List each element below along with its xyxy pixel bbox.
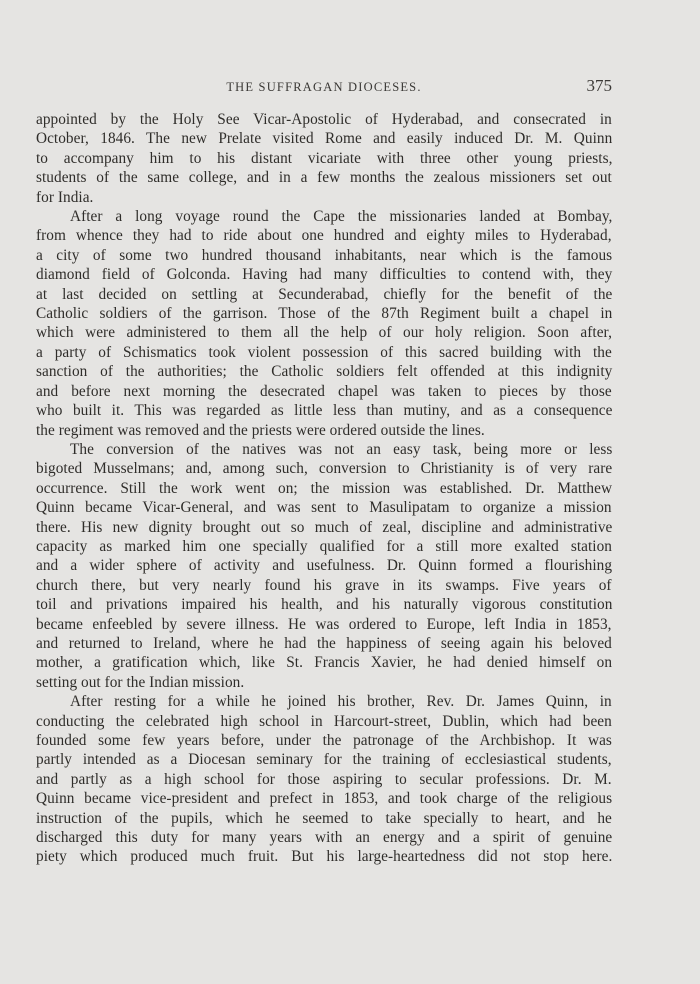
text-line: After resting for a while he joined his brother, Rev. Dr. James Quinn, in bbox=[70, 693, 612, 711]
page-number: 375 bbox=[586, 76, 612, 95]
text-line: for India. bbox=[36, 188, 94, 206]
text-line: and partly as a high school for those aspiring to secular professions. Dr. M. bbox=[36, 770, 612, 788]
text-line: Catholic soldiers of the garrison. Those of the 87th Regiment built a chapel in bbox=[36, 305, 613, 323]
body-text bbox=[36, 110, 612, 867]
text-line: Quinn became vice-president and prefect in 1853, and took charge of the religious bbox=[36, 790, 613, 808]
text-line: students of the same college, and in a few months the zealous missioners set out bbox=[36, 169, 612, 187]
text-line: and a wider sphere of activity and usefulness. Dr. Quinn formed a flourishing bbox=[36, 557, 613, 575]
text-line: at last decided on settling at Secunderabad, chiefly for the benefit of the bbox=[36, 285, 613, 303]
text-line: partly intended as a Diocesan seminary for the training of ecclesiastical students, bbox=[36, 751, 612, 769]
paragraph bbox=[36, 692, 612, 867]
text-line: to accompany him to his distant vicariate with three other young priests, bbox=[36, 149, 613, 167]
text-line: appointed by the Holy See Vicar-Apostolic of Hyderabad, and consecrated in bbox=[36, 111, 612, 128]
text-line: a city of some two hundred thousand inhabitants, near which is the famous bbox=[36, 246, 613, 264]
paragraph bbox=[36, 440, 612, 692]
text-line: and before next morning the desecrated chapel was taken to pieces by those bbox=[36, 382, 612, 400]
paragraph bbox=[36, 207, 612, 440]
text-line: there. His new dignity brought out so much of zeal, discipline and administrative bbox=[36, 518, 613, 536]
text-line: conducting the celebrated high school in Harcourt-street, Dublin, which had been bbox=[36, 712, 612, 730]
text-line: who built it. This was regarded as little less than mutiny, and as a consequence bbox=[36, 402, 613, 420]
text-line: toil and privations impaired his health, and his naturally vigorous constitution bbox=[36, 596, 613, 614]
text-line: diamond field of Golconda. Having had many difficulties to contend with, they bbox=[36, 266, 613, 284]
text-line: discharged this duty for many years with an energy and a spirit of genuine bbox=[36, 829, 613, 847]
text-line: Quinn became Vicar-General, and was sent to Masulipatam to organize a mission bbox=[36, 499, 612, 517]
text-line: capacity as marked him one specially qualified for a still more exalted station bbox=[36, 537, 612, 555]
running-header bbox=[36, 77, 612, 99]
text-line: setting out for the Indian mission. bbox=[36, 673, 245, 691]
text-line: The conversion of the natives was not an easy task, being more or less bbox=[70, 440, 613, 458]
text-line: a party of Schismatics took violent possession of this sacred building with the bbox=[36, 343, 612, 361]
text-line: occurrence. Still the work went on; the mission was established. Dr. Matthew bbox=[36, 479, 613, 497]
text-line: from whence they had to ride about one hundred and eighty miles to Hyderabad, bbox=[36, 227, 612, 245]
text-line: and returned to Ireland, where he had the happiness of seeing again his beloved bbox=[36, 634, 612, 652]
text-line: mother, a gratification which, like St. Francis Xavier, he had denied himself on bbox=[36, 654, 613, 672]
paragraph bbox=[36, 110, 612, 207]
text-line: After a long voyage round the Cape the missionaries landed at Bombay, bbox=[70, 208, 613, 226]
text-line: church there, but very nearly found his grave in its swamps. Five years of bbox=[36, 576, 612, 594]
text-line: the regiment was removed and the priests were ordered outside the lines. bbox=[36, 421, 485, 439]
text-line: bigoted Musselmans; and, among such, conversion to Christianity is of very rare bbox=[36, 460, 613, 478]
text-line: sanction of the authorities; the Catholic soldiers felt offended at this indignity bbox=[36, 363, 613, 381]
text-line: became enfeebled by severe illness. He was ordered to Europe, left India in 1853, bbox=[36, 615, 612, 633]
text-line: which were administered to them all the help of our holy religion. Soon after, bbox=[36, 324, 612, 342]
text-line: founded some few years before, under the patronage of the Archbishop. It was bbox=[36, 732, 612, 749]
text-line: October, 1846. The new Prelate visited Rome and easily induced Dr. M. Quinn bbox=[36, 130, 613, 148]
text-line: instruction of the pupils, which he seemed to take specially to heart, and he bbox=[36, 809, 612, 827]
text-line: piety which produced much fruit. But his large-heartedness did not stop here. bbox=[36, 848, 613, 866]
running-title: THE SUFFRAGAN DIOCESES. bbox=[226, 80, 422, 94]
